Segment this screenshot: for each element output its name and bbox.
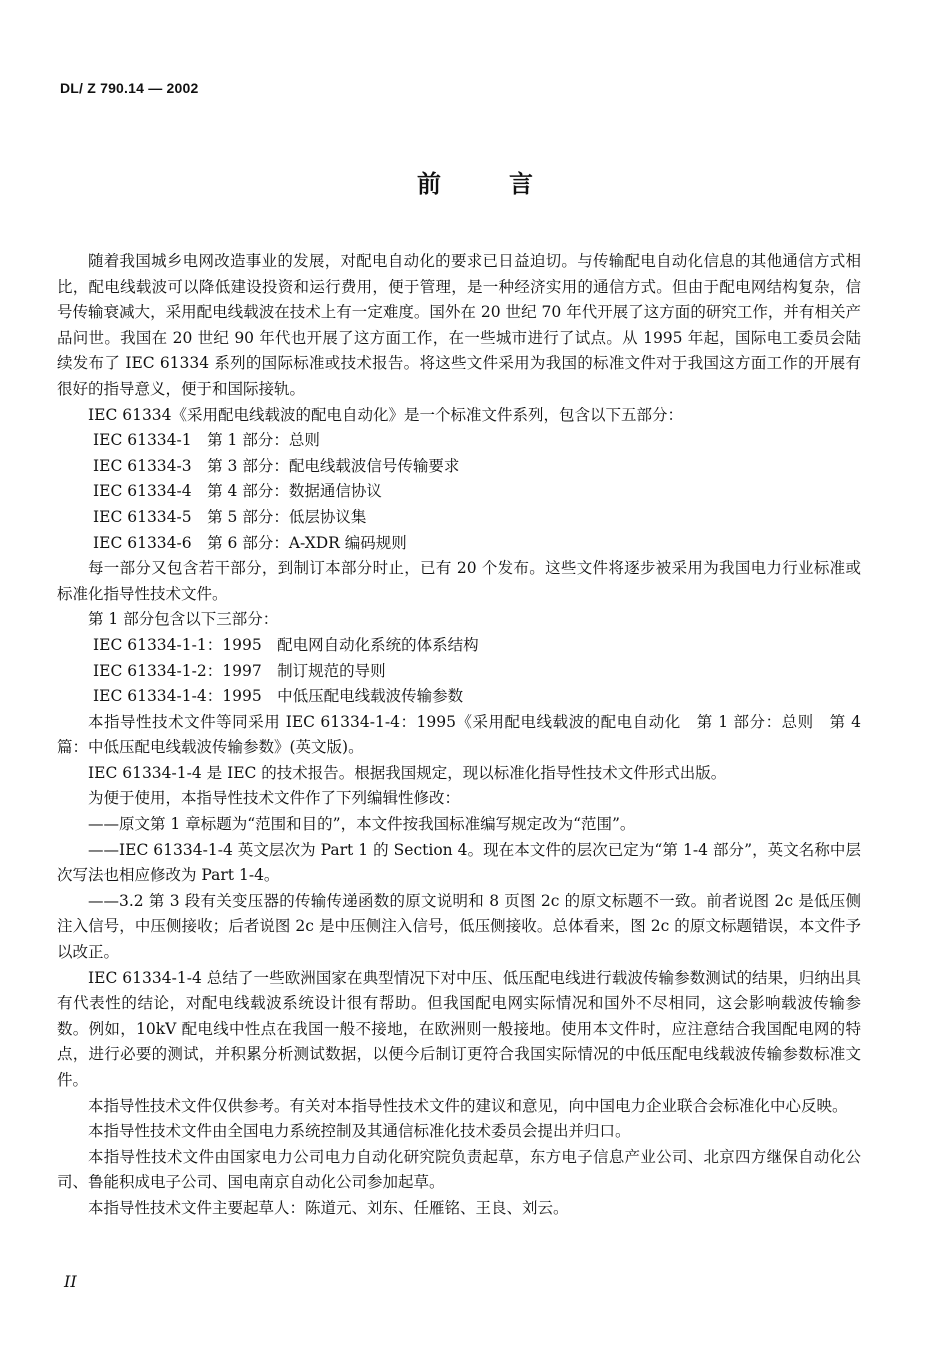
paragraph-adoption: 本指导性技术文件等同采用 IEC 61334-1-4：1995《采用配电线载波的配电自动化 第 1 部分：总则 第 4 篇：中低压配电线载波传输参数》(英文版)。	[57, 712, 861, 757]
paragraph-edits-intro: 为便于使用，本指导性技术文件作了下列编辑性修改：	[88, 789, 461, 808]
paragraph-edit-3: ——3.2 第 3 段有关变压器的传输传递函数的原文说明和 8 页图 2c 的原文标题不一致。前者说图 2c 是低压侧注入信号，中压侧接收；后者说图 2c 是中压侧注入信号，低压侧接收。总体看来，图 2c 的原文标题错误，本文件予以改正。	[57, 891, 861, 962]
paragraph-edit-1: ——原文第 1 章标题为“范围和目的”，本文件按我国标准编写规定改为“范围”。	[88, 815, 636, 834]
page-number: II	[64, 1272, 77, 1291]
preface-body	[57, 249, 861, 1222]
list-item: IEC 61334-1-4：1995 中低压配电线载波传输参数	[93, 687, 464, 706]
paragraph-summary: IEC 61334-1-4 总结了一些欧洲国家在典型情况下对中压、低压配电线进行载波传输参数测试的结果，归纳出具有代表性的结论，对配电线载波系统设计很有帮助。但我国配电网实际情况和国外不尽相同，这会影响载波传输参数。例如，10kV 配电线中性点在我国一般不接地，在欧洲则一般接地。使用本文件时，应注意结合我国配电网的特点，进行必要的测试，并积累分析测试数据，以便今后制订更符合我国实际情况的中低压配电线载波传输参数标准文件。	[57, 968, 861, 1089]
paragraph-proposed-by: 本指导性技术文件由全国电力系统控制及其通信标准化技术委员会提出并归口。	[88, 1122, 631, 1141]
list-item: IEC 61334-6 第 6 部分：A-XDR 编码规则	[93, 533, 407, 552]
paragraph-reference-only: 本指导性技术文件仅供参考。有关对本指导性技术文件的建议和意见，向中国电力企业联合会标准化中心反映。	[88, 1096, 848, 1115]
paragraph-subparts: 每一部分又包含若干部分，到制订本部分时止，已有 20 个发布。这些文件将逐步被采用为我国电力行业标准或标准化指导性技术文件。	[57, 559, 861, 603]
list-item: IEC 61334-5 第 5 部分：低层协议集	[93, 507, 367, 526]
list-item: IEC 61334-3 第 3 部分：配电线载波信号传输要求	[93, 456, 460, 475]
page-title: 前言	[417, 170, 601, 198]
paragraph-background: 随着我国城乡电网改造事业的发展，对配电自动化的要求已日益迫切。与传输配电自动化信息的其他通信方式相比，配电线载波可以降低建设投资和运行费用，便于管理，是一种经济实用的通信方式。但由于配电网结构复杂，信号传输衰减大，采用配电线载波在技术上有一定难度。国外在 20 世纪 70 年代开展了这方面的研究工作，并有相关产品问世。我国在 20 世纪 90 年代也开展了这方面工作，在一些城市进行了试点。从 1995 年起，国际电工委员会陆续发布了 IEC 61334 系列的国际标准或技术报告。将这些文件采用为我国的标准文件对于我国这方面工作的开展有很好的指导意义，便于和国际接轨。	[57, 252, 861, 398]
paragraph-part1-intro: 第 1 部分包含以下三部分：	[88, 610, 279, 629]
list-item: IEC 61334-1-2：1997 制订规范的导则	[93, 661, 386, 680]
paragraph-series-intro: IEC 61334《采用配电线载波的配电自动化》是一个标准文件系列，包含以下五部分：	[88, 405, 684, 424]
paragraph-edit-2: ——IEC 61334-1-4 英文层次为 Part 1 的 Section 4。现在本文件的层次已定为“第 1-4 部分”，英文名称中层次写法也相应修改为 Part 1-4。	[57, 840, 861, 885]
list-item: IEC 61334-1 第 1 部分：总则	[93, 431, 320, 450]
document-code: DL/ Z 790.14 — 2002	[60, 80, 199, 96]
paragraph-drafted-by: 本指导性技术文件由国家电力公司电力自动化研究院负责起草，东方电子信息产业公司、北京四方继保自动化公司、鲁能积成电子公司、国电南京自动化公司参加起草。	[57, 1147, 861, 1192]
paragraph-main-drafters: 本指导性技术文件主要起草人：陈道元、刘东、任雁铭、王良、刘云。	[88, 1198, 569, 1217]
list-item: IEC 61334-1-1：1995 配电网自动化系统的体系结构	[93, 635, 479, 654]
paragraph-technical-report: IEC 61334-1-4 是 IEC 的技术报告。根据我国规定，现以标准化指导性技术文件形式出版。	[88, 763, 727, 782]
list-item: IEC 61334-4 第 4 部分：数据通信协议	[93, 482, 382, 501]
